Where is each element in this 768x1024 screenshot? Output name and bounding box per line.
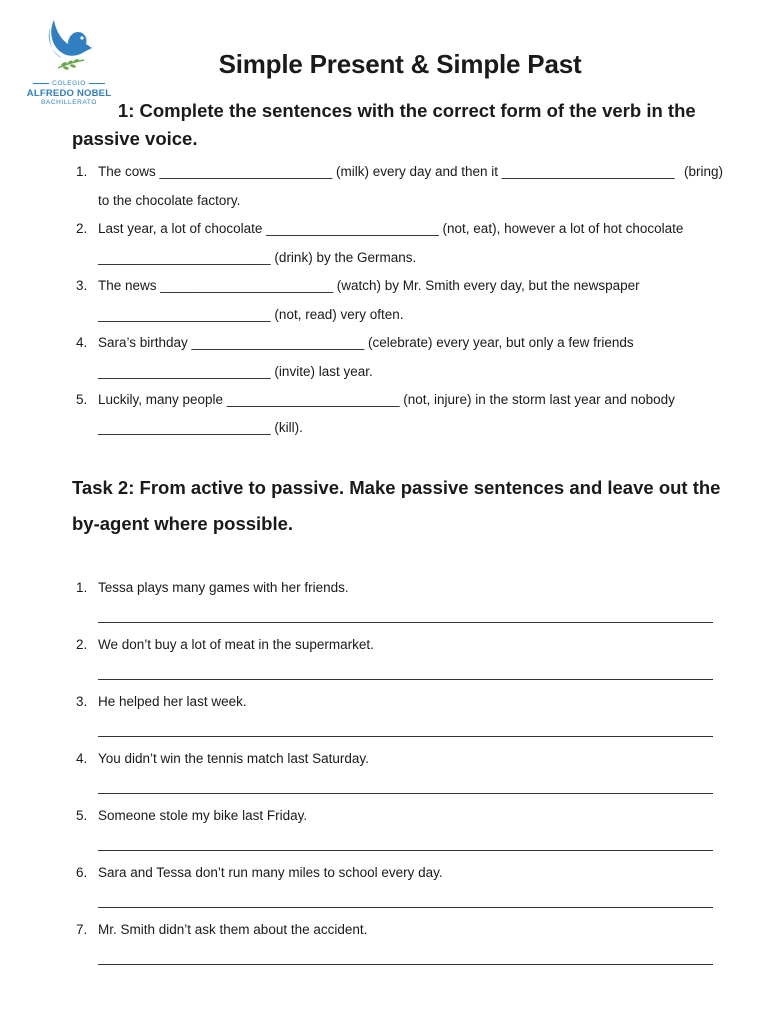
- page-title: Simple Present & Simple Past: [218, 49, 582, 79]
- item-sentence: We don’t buy a lot of meat in the supermarket.: [98, 637, 374, 652]
- task2-heading: Task 2: From active to passive. Make passive sentences and leave out the by-agent where possible.: [72, 477, 721, 534]
- item-sentence: Mr. Smith didn’t ask them about the accident.: [98, 922, 368, 937]
- item-line: Luckily, many people _______________________ (not, injure) in the storm last year and nobody: [98, 392, 675, 407]
- item-number: 6.: [76, 865, 88, 880]
- item-line: _______________________ (not, read) very often.: [98, 307, 404, 322]
- task1-heading: [72, 97, 722, 153]
- answer-line[interactable]: [98, 622, 713, 623]
- logo-school-name: ALFREDO NOBEL: [26, 88, 112, 99]
- item-number: 5.: [76, 808, 88, 823]
- task1-heading-hidden-word: [72, 100, 113, 121]
- item-line: to the chocolate factory.: [98, 193, 241, 208]
- task1-heading-text: 1: Complete the sentences with the correct form of the verb in the passive voice.: [72, 100, 696, 149]
- item-number: 5.: [76, 392, 88, 407]
- item-sentence: Someone stole my bike last Friday.: [98, 808, 308, 823]
- item-sentence: Sara and Tessa don’t run many miles to school every day.: [98, 865, 443, 880]
- answer-line[interactable]: [98, 964, 713, 965]
- item-number: 1.: [76, 164, 88, 179]
- item-line-end: (bring): [683, 164, 723, 179]
- answer-line[interactable]: [98, 679, 713, 680]
- answer-line[interactable]: [98, 850, 713, 851]
- item-line: Last year, a lot of chocolate _______________________ (not, eat), however a lot of hot chocolate: [98, 221, 684, 236]
- item-number: 3.: [76, 278, 88, 293]
- logo-top-text: COLEGIO: [24, 80, 114, 88]
- item-sentence: Tessa plays many games with her friends.: [98, 580, 349, 595]
- item-number: 3.: [76, 694, 88, 709]
- item-sentence: You didn’t win the tennis match last Saturday.: [98, 751, 369, 766]
- item-number: 2.: [76, 221, 88, 236]
- item-number: 1.: [76, 580, 88, 595]
- item-line: The cows _______________________ (milk) every day and then it _______________________: [98, 164, 675, 179]
- item-line: The news _______________________ (watch) by Mr. Smith every day, but the newspaper: [98, 278, 640, 293]
- item-line: Sara’s birthday _______________________ (celebrate) every year, but only a few friends: [98, 335, 634, 350]
- item-sentence: He helped her last week.: [98, 694, 247, 709]
- item-number: 4.: [76, 751, 88, 766]
- item-number: 2.: [76, 637, 88, 652]
- answer-line[interactable]: [98, 907, 713, 908]
- item-line: _______________________ (kill).: [98, 420, 303, 435]
- item-number: 4.: [76, 335, 88, 350]
- answer-line[interactable]: [98, 793, 713, 794]
- item-number: 7.: [76, 922, 88, 937]
- item-line: _______________________ (invite) last year.: [98, 364, 373, 379]
- item-line: _______________________ (drink) by the Germans.: [98, 250, 417, 265]
- logo-bottom-text: BACHILLERATO: [40, 99, 98, 106]
- answer-line[interactable]: [98, 736, 713, 737]
